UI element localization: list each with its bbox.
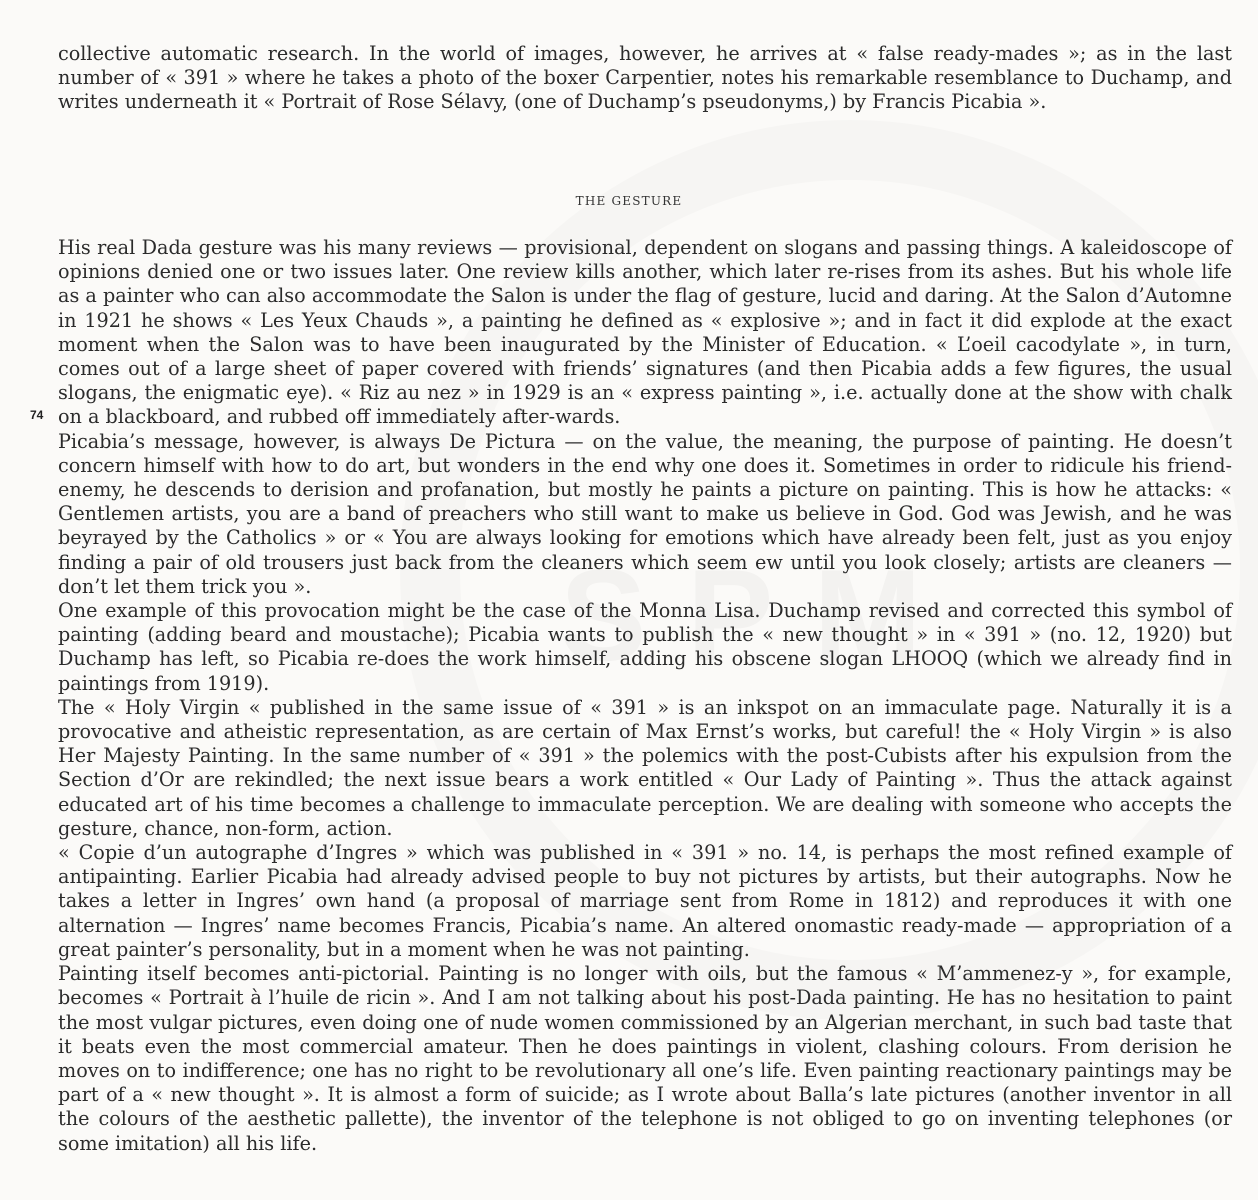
paragraph-5: « Copie d’un autographe d’Ingres » which was published in « 391 » no. 14, is perhaps the most refined example of antipainting. Earlier Picabia had already advised people to buy not pictures by artists, but their autographs. Now he takes a letter in Ingres’ own hand (a proposal of marriage sent from Rome in 1812) and reproduces it with one alternation — Ingres’ name becomes Francis, Picabia’s name. An altered onomastic ready-made — appropriation of a great painter’s personality, but in a moment when he was not painting. bbox=[58, 841, 1232, 961]
paragraph-4: The « Holy Virgin « published in the same issue of « 391 » is an inkspot on an immaculate page. Naturally it is a provocative and atheistic representation, as are certain of Max Ernst’s works, but careful! the « Holy Virgin » is also Her Majesty Painting. In the same number of « 391 » the polemics with the post-Cubists after his expulsion from the Section d’Or are rekindled; the next issue bears a work entitled « Our Lady of Painting ». Thus the attack against educated art of his time becomes a challenge to immaculate perception. We are dealing with someone who accepts the gesture, chance, non-form, action. bbox=[58, 695, 1232, 840]
section-heading: THE GESTURE bbox=[575, 194, 683, 208]
paragraph-1: His real Dada gesture was his many reviews — provisional, dependent on slogans and passing things. A kaleidoscope of opinions denied one or two issues later. One review kills another, which later re-rises from its ashes. But his whole life as a painter who can also accommodate the Salon is under the flag of gesture, lucid and daring. At the Salon d’Automne in 1921 he shows « Les Yeux Chauds », a painting he defined as « explosive »; and in fact it did explode at the exact moment when the Salon was to have been inaugurated by the Minister of Education. « L’oeil cacodylate », in turn, comes out of a large sheet of paper covered with friends’ signatures (and then Picabia adds a few figures, the usual slogans, the enigmatic eye). « Riz au nez » in 1929 is an « express painting », i.e. actually done at the show with chalk on a blackboard, and rubbed off immediately after-wards. bbox=[58, 236, 1232, 429]
paragraph-6: Painting itself becomes anti-pictorial. Painting is no longer with oils, but the famous « M’ammenez-y », for example, becomes « Portrait à l’huile de ricin ». And I am not talking about his post-Dada painting. He has no hesitation to paint the most vulgar pictures, even doing one of nude women commissioned by an Algerian merchant, in such bad taste that it beats even the most commercial amateur. Then he does paintings in violent, clashing colours. From derision he moves on to indifference; one has no right to be revolutionary all one’s life. Even painting reactionary paintings may be part of a « new thought ». It is almost a form of suicide; as I wrote about Balla’s late pictures (another inventor in all the colours of the aesthetic pallette), the inventor of the telephone is not obliged to go on inventing telephones (or some imitation) all his life. bbox=[58, 962, 1232, 1155]
paragraph-2: Picabia’s message, however, is always De Pictura — on the value, the meaning, the purpose of painting. He doesn’t concern himself with how to do art, but wonders in the end why one does it. Sometimes in order to ridicule his friend-enemy, he descends to derision and profanation, but mostly he paints a picture on painting. This is how he attacks: « Gentlemen artists, you are a band of preachers who still want to make us believe in God. God was Jewish, and he was beyrayed by the Catholics » or « You are always looking for emotions which have already been felt, just as you enjoy finding a pair of old trousers just back from the cleaners which seem ew until you look closely; artists are cleaners — don’t let them trick you ». bbox=[58, 429, 1232, 598]
intro-paragraph: collective automatic research. In the world of images, however, he arrives at « false ready-mades »; as in the last number of « 391 » where he takes a photo of the boxer Carpentier, notes his remarkable resemblance to Duchamp, and writes underneath it « Portrait of Rose Sélavy, (one of Duchamp’s pseudonyms,) by Francis Picabia ». bbox=[58, 42, 1232, 114]
section-body bbox=[58, 236, 1232, 1156]
page-number: 74 bbox=[30, 408, 44, 422]
paragraph-3: One example of this provocation might be the case of the Monna Lisa. Duchamp revised and corrected this symbol of painting (adding beard and moustache); Picabia wants to publish the « new thought » in « 391 » (no. 12, 1920) but Duchamp has left, so Picabia re-does the work himself, adding his obscene slogan LHOOQ (which we already find in paintings from 1919). bbox=[58, 599, 1232, 695]
